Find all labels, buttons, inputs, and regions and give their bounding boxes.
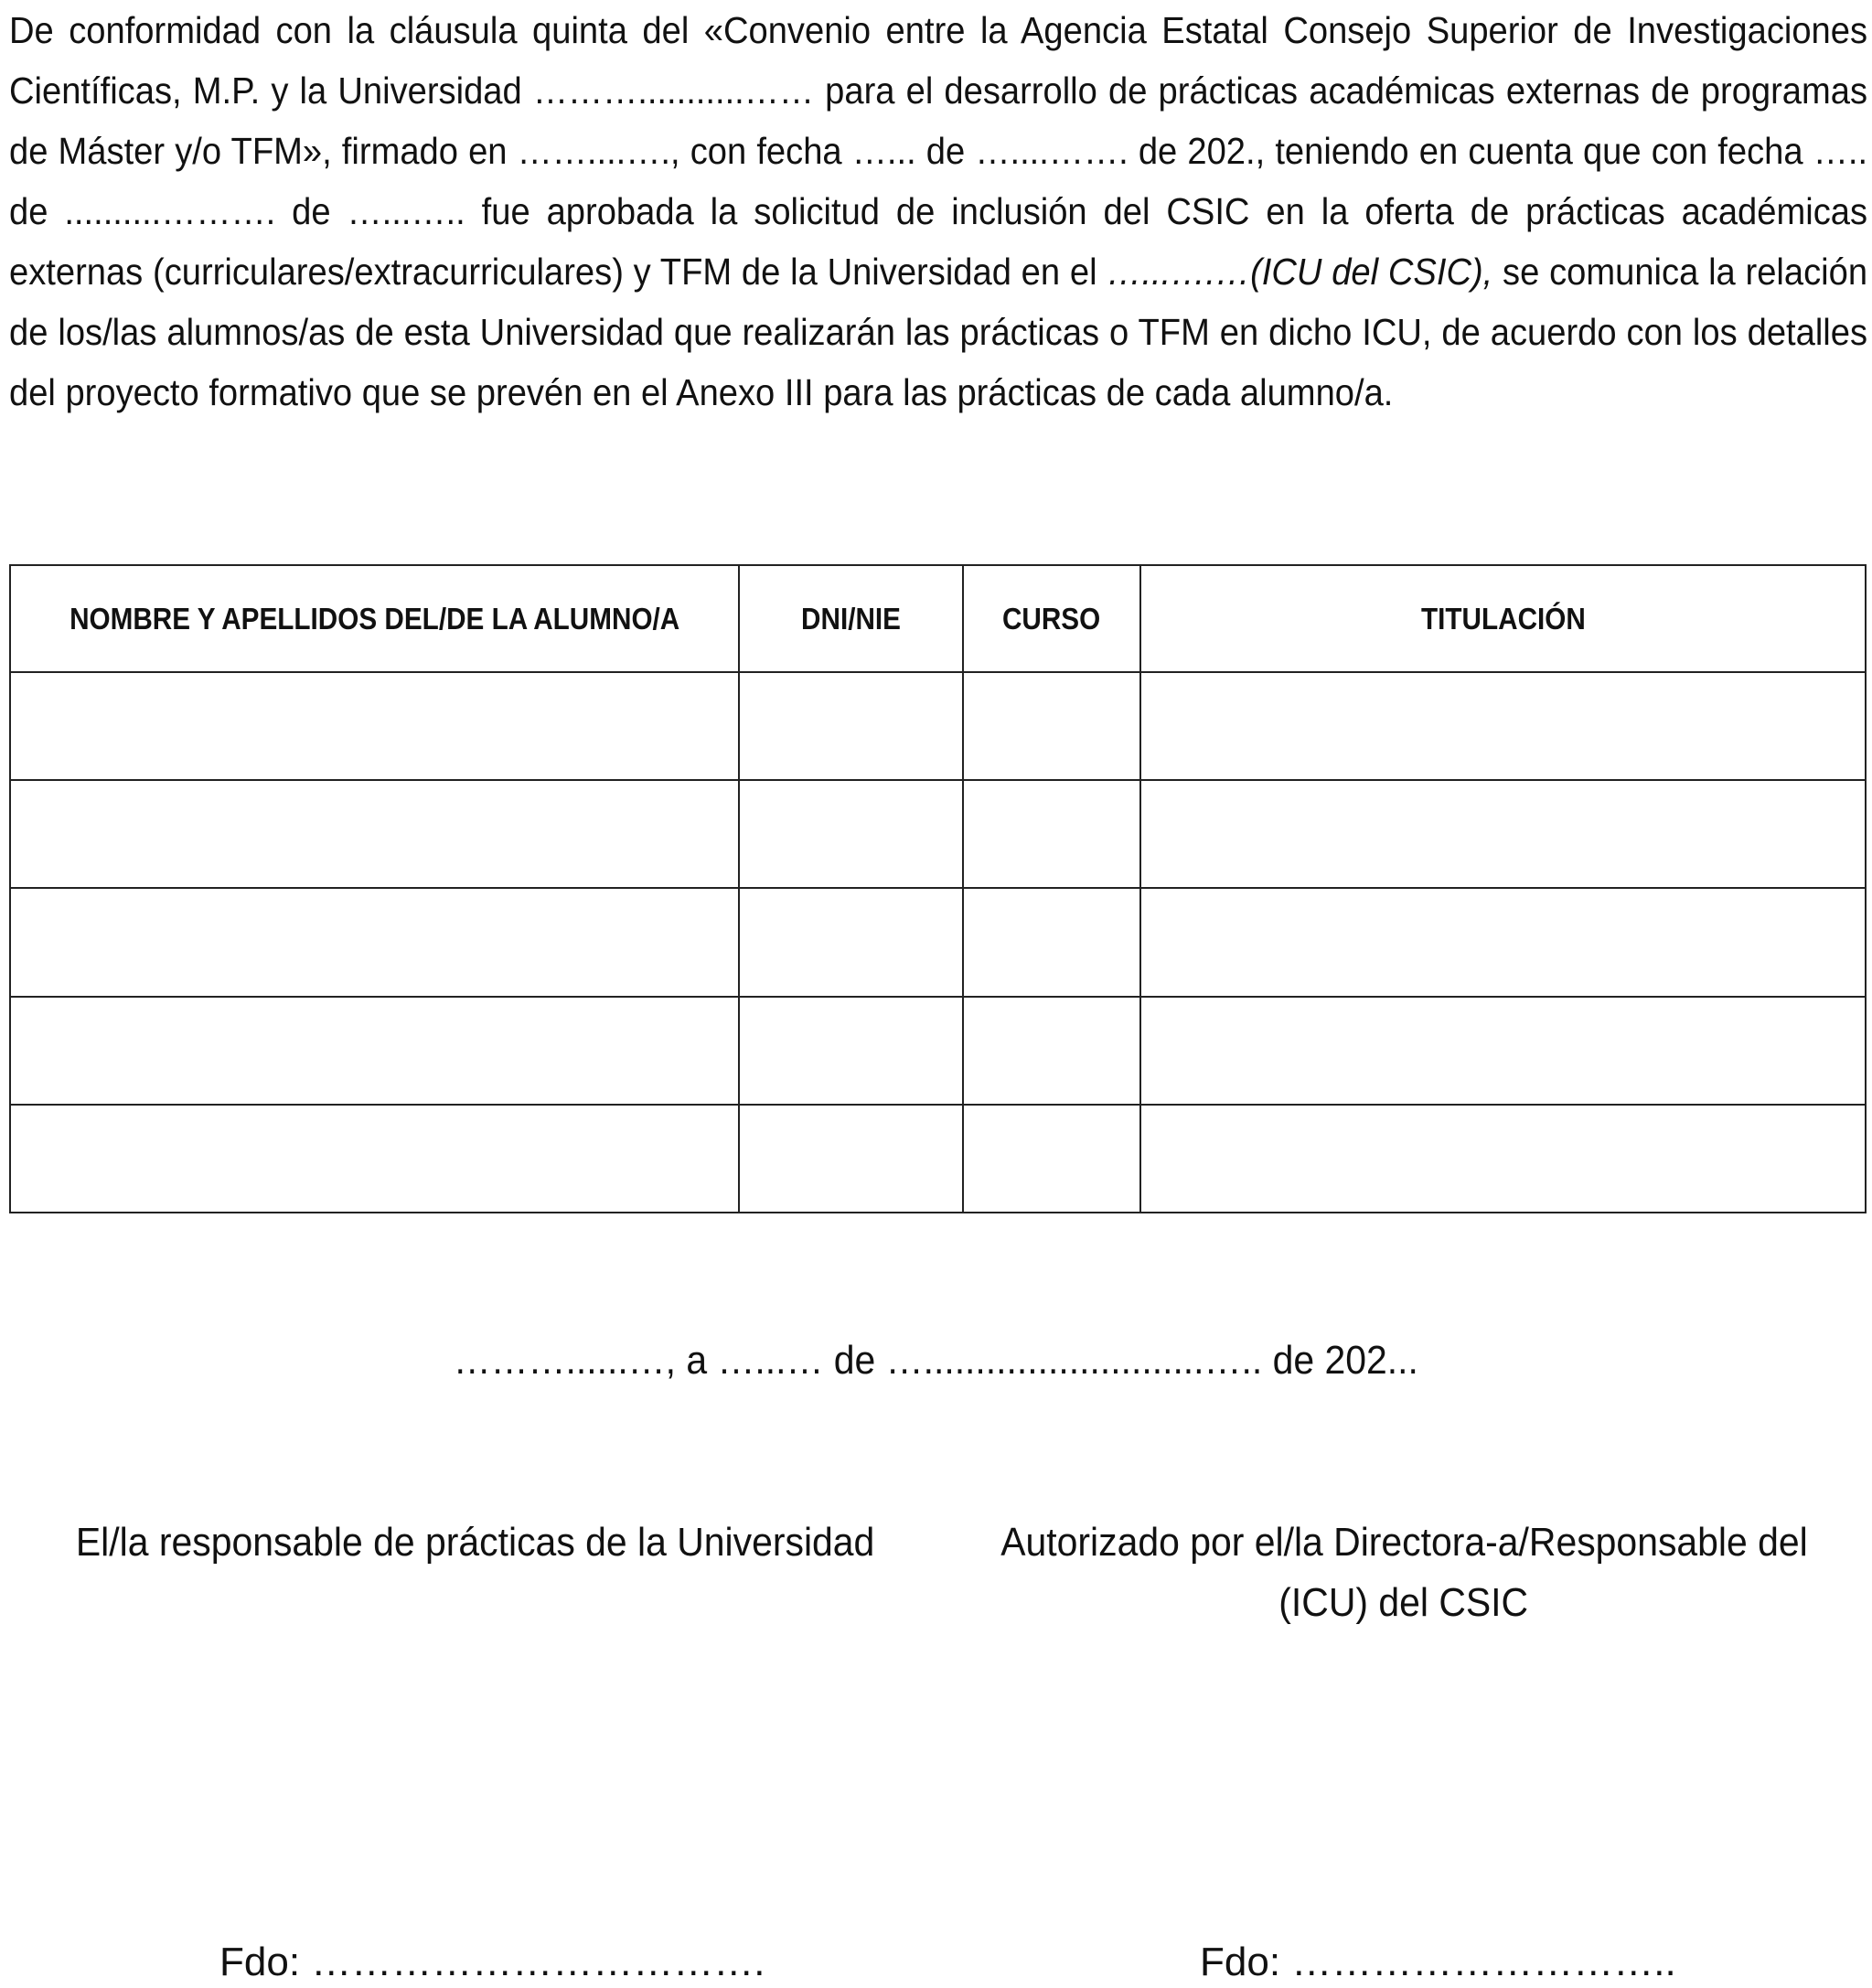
cell-dni-nie[interactable] [739,997,963,1105]
signature-fdo-university: Fdo: ……………………………. [219,1940,765,1984]
cell-dni-nie[interactable] [739,780,963,888]
intro-text-part2: se comunica la relación de los/las alumnos/as de esta Universidad que realizarán las prácticas o TFM en dicho ICU, de acuerdo con los detalles del proyecto formativo que se prevén en el Anexo III para las prácticas de cada alumno/a. [9,251,1868,413]
table-row [10,1105,1866,1213]
table-row [10,997,1866,1105]
cell-nombre[interactable] [10,1105,739,1213]
cell-titulacion[interactable] [1140,672,1866,780]
cell-nombre[interactable] [10,780,739,888]
cell-curso[interactable] [963,997,1140,1105]
place-date-line: ………......…, a …...… de …...........................….. de 202... [453,1338,1419,1383]
cell-curso[interactable] [963,888,1140,996]
header-nombre: NOMBRE Y APELLIDOS DEL/DE LA ALUMNO/A [10,565,739,672]
signature-fdo-icu: Fdo: ……………………….. [1200,1940,1676,1984]
cell-nombre[interactable] [10,888,739,996]
cell-dni-nie[interactable] [739,888,963,996]
intro-paragraph [9,0,1867,422]
students-table [9,564,1867,1213]
signature-label-icu-line1: Autorizado por el/la Directora-a/Responsable del [1000,1520,1808,1565]
table-header-row [10,565,1866,672]
cell-titulacion[interactable] [1140,780,1866,888]
intro-icu-italic: …...….…(ICU del CSIC), [1107,251,1493,293]
intro-text-part1: De conformidad con la cláusula quinta del «Convenio entre la Agencia Estatal Consejo Superior de Investigaciones Científicas, M.P. y la Universidad ………...........…… para el desarrollo de prácticas académicas externas de programas de Máster y/o TFM», firmado en ……....…., con fecha …... de …....……. de 202., teniendo en cuenta que con fecha ….. de ..........………. de …...….. fue aprobada la solicitud de inclusión del CSIC en la oferta de prácticas académicas externas (curriculares/extracurriculares) y TFM de la Universidad en el [9,9,1868,293]
table-row [10,672,1866,780]
cell-nombre[interactable] [10,672,739,780]
header-titulacion: TITULACIÓN [1140,565,1866,672]
cell-curso[interactable] [963,672,1140,780]
cell-nombre[interactable] [10,997,739,1105]
signature-label-icu [969,1512,1838,1633]
table-row [10,888,1866,996]
cell-curso[interactable] [963,780,1140,888]
header-dni-nie: DNI/NIE [739,565,963,672]
signature-label-university: El/la responsable de prácticas de la Universidad [76,1520,875,1565]
cell-titulacion[interactable] [1140,888,1866,996]
table-row [10,780,1866,888]
cell-dni-nie[interactable] [739,1105,963,1213]
cell-curso[interactable] [963,1105,1140,1213]
signature-label-icu-line2: (ICU) del CSIC [1278,1580,1529,1625]
cell-titulacion[interactable] [1140,1105,1866,1213]
header-curso: CURSO [963,565,1140,672]
cell-dni-nie[interactable] [739,672,963,780]
cell-titulacion[interactable] [1140,997,1866,1105]
